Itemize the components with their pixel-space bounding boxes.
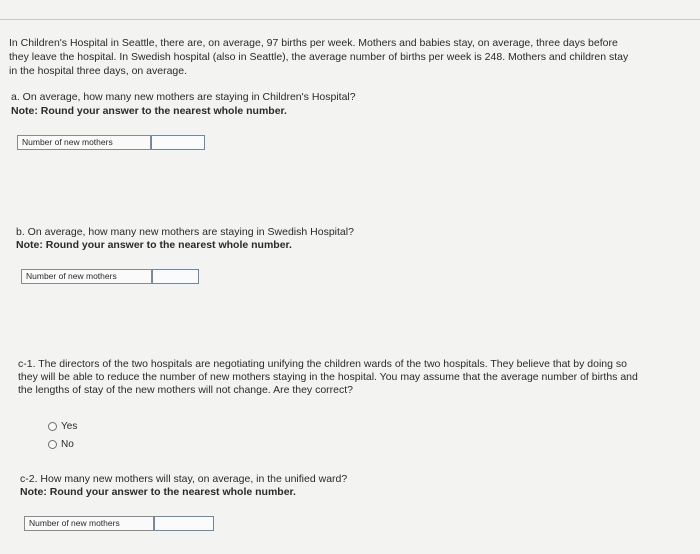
question-a-note: Note: Round your answer to the nearest whole number. (11, 105, 287, 117)
option-yes-label: Yes (61, 421, 78, 432)
option-no[interactable] (48, 439, 74, 450)
question-c2-note: Note: Round your answer to the nearest whole number. (20, 486, 296, 498)
answer-c2-row (24, 516, 214, 531)
yes-radio[interactable] (48, 422, 57, 431)
answer-a-row (17, 135, 205, 150)
question-b-note: Note: Round your answer to the nearest whole number. (16, 239, 292, 251)
question-c2-text: c-2. How many new mothers will stay, on average, in the unified ward? (20, 473, 348, 485)
answer-a-label: Number of new mothers (17, 135, 151, 150)
question-a-text: a. On average, how many new mothers are staying in Children's Hospital? (11, 91, 356, 103)
answer-b-input[interactable] (152, 269, 199, 284)
answer-c2-label: Number of new mothers (24, 516, 154, 531)
question-c1-line: they will be able to reduce the number of new mothers staying in the hospital. You may assume that the average number of births and (18, 371, 638, 383)
option-no-label: No (61, 439, 74, 450)
intro-line: in the hospital three days, on average. (9, 65, 188, 77)
question-b-text: b. On average, how many new mothers are staying in Swedish Hospital? (16, 226, 354, 238)
intro-line: In Children's Hospital in Seattle, there are, on average, 97 births per week. Mothers and babies stay, on average, three days before (9, 37, 618, 49)
question-c1-line: the lengths of stay of the new mothers will not change. Are they correct? (18, 384, 354, 396)
question-c1-line: c-1. The directors of the two hospitals are negotiating unifying the children wards of the two hospitals. They believe that by doing so (18, 358, 627, 370)
top-divider (0, 19, 700, 20)
answer-b-label: Number of new mothers (21, 269, 152, 284)
no-radio[interactable] (48, 440, 57, 449)
intro-line: they leave the hospital. In Swedish hospital (also in Seattle), the average number of births per week is 248. Mothers and children stay (9, 51, 629, 63)
answer-b-row (21, 269, 199, 284)
answer-a-input[interactable] (151, 135, 205, 150)
answer-c2-input[interactable] (154, 516, 214, 531)
option-yes[interactable] (48, 421, 77, 432)
